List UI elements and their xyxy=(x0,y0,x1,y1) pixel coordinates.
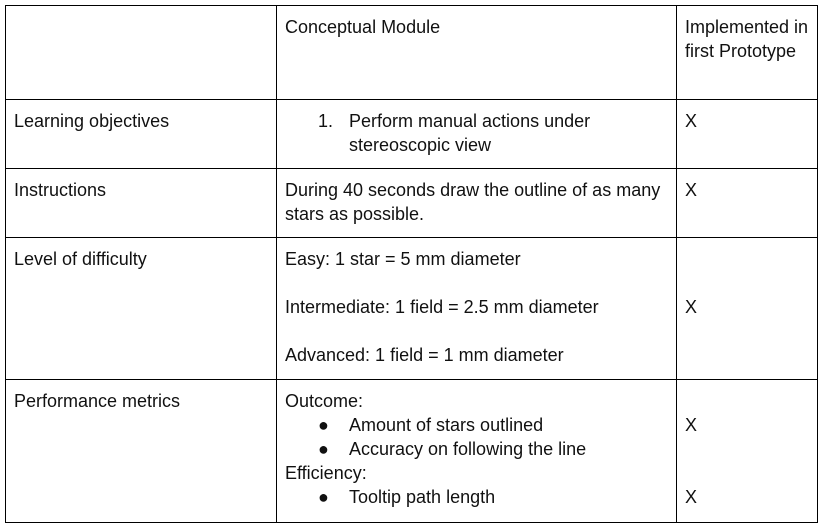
table-row xyxy=(6,100,818,169)
efficiency-item: Tooltip path length xyxy=(349,487,496,507)
difficulty-cell xyxy=(277,238,677,380)
bullet-icon: ● xyxy=(318,439,329,459)
implemented-mark: X xyxy=(685,297,698,317)
table-row xyxy=(6,380,818,523)
efficiency-heading: Efficiency: xyxy=(285,463,367,483)
list-item xyxy=(318,437,668,461)
row-label-level-of-difficulty: Level of difficulty xyxy=(6,238,277,380)
row-label-performance-metrics: Performance metrics xyxy=(6,380,277,523)
difficulty-easy: Easy: 1 star = 5 mm diameter xyxy=(285,249,521,269)
outcome-item: Accuracy on following the line xyxy=(349,439,587,459)
item-text: Perform manual actions under stereoscopic view xyxy=(349,111,591,155)
bullet-icon: ● xyxy=(318,415,329,435)
item-number: 1. xyxy=(318,111,334,131)
implemented-mark-cell xyxy=(677,238,818,380)
instructions-text: During 40 seconds draw the outline of as many stars as possible. xyxy=(277,169,677,238)
row-label-learning-objectives: Learning objectives xyxy=(6,100,277,169)
header-cell-conceptual-module: Conceptual Module xyxy=(277,6,677,100)
outcome-heading: Outcome: xyxy=(285,391,364,411)
performance-cell xyxy=(277,380,677,523)
implemented-mark-cell xyxy=(677,380,818,523)
numbered-item xyxy=(318,109,668,157)
bullet-icon: ● xyxy=(318,487,329,507)
table-row xyxy=(6,238,818,380)
implemented-mark: X xyxy=(677,100,818,169)
outcome-item: Amount of stars outlined xyxy=(349,415,544,435)
table-row xyxy=(6,169,818,238)
difficulty-advanced: Advanced: 1 field = 1 mm diameter xyxy=(285,345,564,365)
list-item xyxy=(318,485,668,509)
module-table xyxy=(5,5,818,523)
implemented-mark-outcome: X xyxy=(685,415,698,435)
learning-objectives-cell xyxy=(277,100,677,169)
row-label-instructions: Instructions xyxy=(6,169,277,238)
difficulty-intermediate: Intermediate: 1 field = 2.5 mm diameter xyxy=(285,297,599,317)
list-item xyxy=(318,413,668,437)
table-header-row xyxy=(6,6,818,100)
implemented-mark-efficiency: X xyxy=(685,487,698,507)
header-cell-empty xyxy=(6,6,277,100)
implemented-mark: X xyxy=(677,169,818,238)
header-cell-implemented: Implemented in first Prototype xyxy=(677,6,818,100)
